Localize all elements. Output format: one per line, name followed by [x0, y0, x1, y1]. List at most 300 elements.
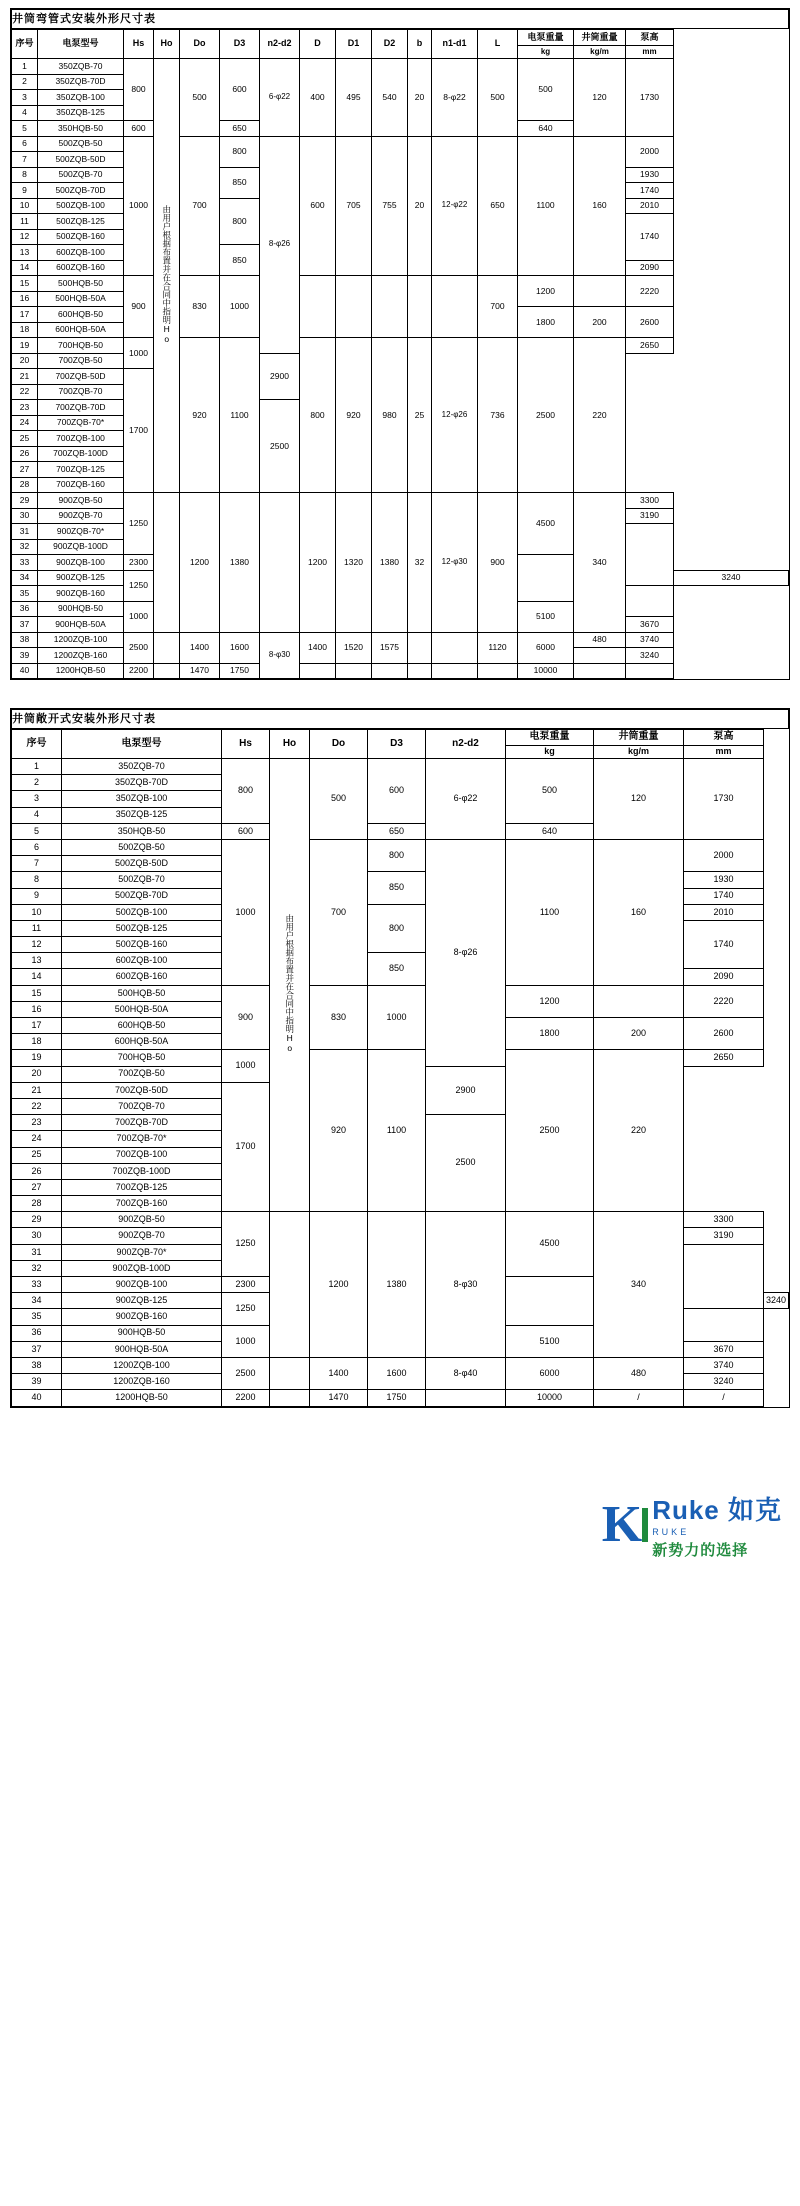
table1-container — [10, 8, 790, 680]
cell-no: 8 — [12, 872, 62, 888]
cell-no: 20 — [12, 353, 38, 369]
cell-no: 24 — [12, 1131, 62, 1147]
table2-header-row — [12, 730, 789, 746]
cell-n1d1: 12-φ22 — [432, 136, 478, 276]
logo-text-block — [652, 1490, 782, 1560]
cell-no: 24 — [12, 415, 38, 431]
cell-no: 3 — [12, 791, 62, 807]
cell-n1d1: 12-φ26 — [432, 338, 478, 493]
cell-n2d2 — [426, 1390, 506, 1406]
unit-pump-weight: kg — [506, 746, 594, 759]
cell-model: 500HQB-50 — [38, 276, 124, 292]
cell-model: 700ZQB-160 — [38, 477, 124, 493]
cell-model: 350ZQB-70D — [62, 775, 222, 791]
cell-hs: 1250 — [222, 1293, 270, 1325]
cell-d — [300, 276, 336, 338]
cell-pump-height: 1740 — [626, 183, 674, 199]
cell-no: 8 — [12, 167, 38, 183]
cell-model: 600ZQB-160 — [62, 969, 222, 985]
cell-no: 6 — [12, 839, 62, 855]
footer — [0, 1408, 800, 1568]
cell-d1: 705 — [336, 136, 372, 276]
cell-d3: 1750 — [220, 663, 260, 679]
cell-hs: 2200 — [222, 1390, 270, 1406]
unit-pump-weight: kg — [518, 46, 574, 59]
table-row — [12, 1050, 789, 1066]
cell-pump-height: 2010 — [626, 198, 674, 214]
cell-pump-height: 2900 — [426, 1066, 506, 1115]
cell-hs: 1000 — [124, 338, 154, 369]
cell-b: 20 — [408, 59, 432, 137]
cell-barrel-weight: / — [594, 1390, 684, 1406]
th-d3: D3 — [220, 30, 260, 59]
cell-model: 500ZQB-70D — [38, 183, 124, 199]
table-row — [12, 1212, 789, 1228]
cell-model: 350ZQB-70 — [38, 59, 124, 75]
table1-title: 井筒弯管式安装外形尺寸表 — [11, 9, 789, 29]
cell-no: 12 — [12, 229, 38, 245]
cell-d3: 1000 — [368, 985, 426, 1050]
cell-d3: 1100 — [368, 1050, 426, 1212]
cell-model: 1200ZQB-160 — [38, 648, 124, 664]
cell-pump-height: 2000 — [626, 136, 674, 167]
cell-model: 700ZQB-70* — [62, 1131, 222, 1147]
cell-no: 11 — [12, 920, 62, 936]
th-pump-weight: 电泵重量 — [506, 730, 594, 746]
cell-pump-height — [626, 524, 674, 586]
cell-do: 700 — [180, 136, 220, 276]
cell-no: 6 — [12, 136, 38, 152]
cell-b: 32 — [408, 493, 432, 633]
cell-no: 12 — [12, 937, 62, 953]
cell-model: 900ZQB-100 — [38, 555, 124, 571]
cell-d3: 850 — [368, 872, 426, 904]
cell-no: 1 — [12, 759, 62, 775]
cell-model: 900HQB-50 — [62, 1325, 222, 1341]
cell-ho — [154, 632, 180, 663]
cell-ho-note: 由用户根据布置并在合同中指明Ho — [154, 59, 180, 493]
th-barrel-weight: 井筒重量 — [594, 730, 684, 746]
cell-pump-weight: 640 — [506, 823, 594, 839]
table2-container — [10, 708, 790, 1408]
cell-barrel-weight: 340 — [574, 493, 626, 633]
cell-pump-weight: 2500 — [518, 338, 574, 493]
cell-model: 700ZQB-100 — [38, 431, 124, 447]
cell-model: 350HQB-50 — [62, 823, 222, 839]
cell-pump-weight: 4500 — [506, 1212, 594, 1277]
cell-pump-height: 2500 — [426, 1115, 506, 1212]
cell-hs: 2200 — [124, 663, 154, 679]
cell-barrel-weight: 340 — [594, 1212, 684, 1358]
cell-do: 700 — [310, 839, 368, 985]
cell-hs: 1700 — [222, 1082, 270, 1212]
th-d: D — [300, 30, 336, 59]
cell-ho — [270, 1212, 310, 1358]
cell-model: 700ZQB-50D — [62, 1082, 222, 1098]
cell-barrel-weight: 160 — [594, 839, 684, 985]
cell-no: 37 — [12, 1341, 62, 1357]
brand-slogan: 新势力的选择 — [652, 1541, 749, 1559]
cell-no: 21 — [12, 1082, 62, 1098]
cell-do: 1200 — [310, 1212, 368, 1358]
cell-pump-weight: 6000 — [518, 632, 574, 663]
cell-model: 1200ZQB-100 — [62, 1357, 222, 1373]
th-n2d2: n2-d2 — [426, 730, 506, 759]
cell-hs: 900 — [124, 276, 154, 338]
cell-n1d1 — [432, 276, 478, 338]
cell-pump-weight: 5100 — [506, 1325, 594, 1357]
cell-no: 25 — [12, 1147, 62, 1163]
table1 — [11, 29, 789, 679]
cell-model: 700ZQB-100D — [38, 446, 124, 462]
table-row — [12, 136, 789, 152]
cell-model: 500ZQB-100 — [62, 904, 222, 920]
cell-l: 650 — [478, 136, 518, 276]
cell-hs: 900 — [222, 985, 270, 1050]
cell-pump-height: / — [684, 1390, 764, 1406]
table-row — [12, 632, 789, 648]
cell-pump-height: 1740 — [684, 888, 764, 904]
cell-model: 900ZQB-70 — [62, 1228, 222, 1244]
cell-d3: 650 — [220, 121, 260, 137]
cell-l: 736 — [478, 338, 518, 493]
cell-d — [300, 663, 336, 679]
cell-model: 700HQB-50 — [38, 338, 124, 354]
cell-n2d2: 8-φ30 — [426, 1212, 506, 1358]
table-row — [12, 276, 789, 292]
cell-no: 18 — [12, 1034, 62, 1050]
cell-no: 30 — [12, 1228, 62, 1244]
cell-model: 900ZQB-160 — [38, 586, 124, 602]
cell-n1d1: 12-φ30 — [432, 493, 478, 633]
cell-model: 350ZQB-70 — [62, 759, 222, 775]
cell-do: 920 — [310, 1050, 368, 1212]
cell-hs: 800 — [124, 59, 154, 121]
unit-pump-height: mm — [626, 46, 674, 59]
logo-green-bar-icon — [642, 1508, 648, 1542]
cell-model: 350ZQB-100 — [38, 90, 124, 106]
cell-no: 1 — [12, 59, 38, 75]
cell-model: 500ZQB-125 — [62, 920, 222, 936]
cell-no: 16 — [12, 1001, 62, 1017]
cell-model: 600ZQB-160 — [38, 260, 124, 276]
cell-d3: 1750 — [368, 1390, 426, 1406]
cell-barrel-weight — [574, 663, 626, 679]
cell-do: 1200 — [180, 493, 220, 633]
cell-hs: 600 — [124, 121, 154, 137]
cell-l: 1120 — [478, 632, 518, 663]
cell-pump-height: 3240 — [674, 570, 789, 586]
cell-b — [408, 276, 432, 338]
cell-no: 14 — [12, 260, 38, 276]
cell-model: 1200HQB-50 — [38, 663, 124, 679]
cell-pump-height: 2650 — [626, 338, 674, 354]
cell-d3: 600 — [368, 759, 426, 824]
cell-d3: 650 — [368, 823, 426, 839]
cell-no: 39 — [12, 1374, 62, 1390]
cell-n2d2: 6-φ22 — [426, 759, 506, 840]
th-no: 序号 — [12, 730, 62, 759]
cell-pump-height: 1930 — [684, 872, 764, 888]
unit-barrel-weight: kg/m — [594, 746, 684, 759]
cell-model: 700ZQB-50D — [38, 369, 124, 385]
cell-no: 26 — [12, 446, 38, 462]
cell-pump-height: 2220 — [626, 276, 674, 307]
cell-d: 1400 — [300, 632, 336, 663]
cell-d3: 800 — [220, 198, 260, 245]
cell-pump-weight: 1100 — [506, 839, 594, 985]
unit-barrel-weight: kg/m — [574, 46, 626, 59]
cell-d1: 920 — [336, 338, 372, 493]
cell-pump-weight: 1800 — [506, 1018, 594, 1050]
cell-n2d2 — [260, 493, 300, 633]
cell-n1d1 — [432, 632, 478, 663]
cell-no: 19 — [12, 1050, 62, 1066]
cell-model: 1200ZQB-100 — [38, 632, 124, 648]
cell-b — [408, 663, 432, 679]
cell-barrel-weight: 120 — [594, 759, 684, 840]
th-n2d2: n2-d2 — [260, 30, 300, 59]
cell-model: 500HQB-50A — [38, 291, 124, 307]
th-b: b — [408, 30, 432, 59]
cell-no: 7 — [12, 152, 38, 168]
th-d2: D2 — [372, 30, 408, 59]
table-row — [12, 759, 789, 775]
cell-no: 21 — [12, 369, 38, 385]
cell-model: 700ZQB-70 — [38, 384, 124, 400]
cell-no: 3 — [12, 90, 38, 106]
cell-model: 350HQB-50 — [38, 121, 124, 137]
cell-hs: 1000 — [222, 1050, 270, 1082]
cell-model: 500ZQB-70D — [62, 888, 222, 904]
cell-no: 36 — [12, 601, 38, 617]
th-pump-height: 泵高 — [626, 30, 674, 46]
cell-no: 37 — [12, 617, 38, 633]
cell-no: 38 — [12, 632, 38, 648]
cell-no: 29 — [12, 1212, 62, 1228]
cell-n2d2: 8-φ26 — [260, 136, 300, 353]
cell-model: 700ZQB-70D — [38, 400, 124, 416]
cell-d2 — [372, 276, 408, 338]
cell-hs: 1250 — [222, 1212, 270, 1277]
cell-d3: 600 — [220, 59, 260, 121]
cell-d3: 800 — [220, 136, 260, 167]
cell-ho — [154, 663, 180, 679]
cell-no: 27 — [12, 1179, 62, 1195]
cell-pump-height: 1740 — [684, 920, 764, 969]
cell-pump-height: 3240 — [626, 648, 674, 664]
cell-pump-height: 1730 — [626, 59, 674, 137]
cell-l: 500 — [478, 59, 518, 137]
cell-barrel-weight: 120 — [574, 59, 626, 137]
cell-pump-height: 2000 — [684, 839, 764, 871]
cell-no: 9 — [12, 888, 62, 904]
th-no: 序号 — [12, 30, 38, 59]
cell-d3: 1600 — [220, 632, 260, 663]
cell-d2: 755 — [372, 136, 408, 276]
cell-model: 500HQB-50A — [62, 1001, 222, 1017]
cell-d3: 1000 — [220, 276, 260, 338]
cell-pump-height — [626, 586, 674, 617]
cell-no: 32 — [12, 539, 38, 555]
cell-model: 700ZQB-160 — [62, 1196, 222, 1212]
cell-pump-weight: 2500 — [506, 1050, 594, 1212]
table-row — [12, 839, 789, 855]
cell-do: 920 — [180, 338, 220, 493]
cell-model: 350ZQB-125 — [38, 105, 124, 121]
cell-hs: 1000 — [124, 601, 154, 632]
cell-hs: 2500 — [124, 632, 154, 663]
cell-n2d2: 8-φ40 — [426, 1357, 506, 1389]
cell-pump-height: 3300 — [626, 493, 674, 509]
cell-pump-height — [684, 1244, 764, 1309]
cell-hs: 2300 — [222, 1277, 270, 1293]
cell-no: 34 — [12, 1293, 62, 1309]
cell-d2: 540 — [372, 59, 408, 137]
cell-d: 400 — [300, 59, 336, 137]
th-do: Do — [180, 30, 220, 59]
cell-no: 15 — [12, 985, 62, 1001]
cell-barrel-weight — [574, 648, 626, 664]
company-logo — [602, 1490, 782, 1560]
cell-pump-height: 3240 — [764, 1293, 789, 1309]
cell-no: 35 — [12, 586, 38, 602]
cell-d2: 980 — [372, 338, 408, 493]
cell-hs: 1000 — [222, 1325, 270, 1357]
cell-model: 350ZQB-125 — [62, 807, 222, 823]
table-row — [12, 985, 789, 1001]
cell-pump-height: 3300 — [684, 1212, 764, 1228]
cell-model: 350ZQB-100 — [62, 791, 222, 807]
cell-no: 2 — [12, 74, 38, 90]
cell-d1 — [336, 276, 372, 338]
document-page — [0, 8, 800, 1568]
cell-pump-height: 3740 — [684, 1357, 764, 1373]
cell-barrel-weight: 200 — [594, 1018, 684, 1050]
cell-model: 1200ZQB-160 — [62, 1374, 222, 1390]
cell-model: 900ZQB-125 — [38, 570, 124, 586]
cell-model: 900ZQB-160 — [62, 1309, 222, 1325]
cell-pump-height: 2500 — [260, 400, 300, 493]
cell-model: 600HQB-50A — [38, 322, 124, 338]
cell-model: 700ZQB-70 — [62, 1098, 222, 1114]
cell-ho-note: 由用户根据布置并在合同中指明Ho — [270, 759, 310, 1212]
cell-pump-height: 3740 — [626, 632, 674, 648]
cell-no: 35 — [12, 1309, 62, 1325]
table-row — [12, 1357, 789, 1373]
cell-no: 32 — [12, 1260, 62, 1276]
cell-pump-weight: 5100 — [518, 601, 574, 632]
cell-model: 500ZQB-160 — [38, 229, 124, 245]
cell-model: 700ZQB-125 — [38, 462, 124, 478]
cell-model: 900ZQB-70* — [62, 1244, 222, 1260]
cell-model: 900ZQB-50 — [38, 493, 124, 509]
table2 — [11, 729, 789, 1407]
cell-do: 1470 — [310, 1390, 368, 1406]
cell-n1d1: 8-φ22 — [432, 59, 478, 137]
cell-no: 20 — [12, 1066, 62, 1082]
cell-pump-height: 3190 — [626, 508, 674, 524]
cell-pump-height — [684, 1309, 764, 1341]
cell-pump-weight: 4500 — [518, 493, 574, 555]
cell-pump-height: 2220 — [684, 985, 764, 1017]
cell-barrel-weight — [594, 985, 684, 1017]
cell-hs: 1700 — [124, 369, 154, 493]
cell-no: 23 — [12, 400, 38, 416]
cell-pump-height: 3240 — [684, 1374, 764, 1390]
logo-k-icon: K — [601, 1495, 643, 1553]
cell-no: 33 — [12, 1277, 62, 1293]
cell-model: 900ZQB-50 — [62, 1212, 222, 1228]
cell-pump-weight — [518, 555, 574, 602]
cell-model: 600ZQB-100 — [38, 245, 124, 261]
cell-d2: 1380 — [372, 493, 408, 633]
th-pump-height: 泵高 — [684, 730, 764, 746]
th-hs: Hs — [222, 730, 270, 759]
cell-no: 11 — [12, 214, 38, 230]
cell-no: 26 — [12, 1163, 62, 1179]
cell-b: 20 — [408, 136, 432, 276]
cell-no: 40 — [12, 1390, 62, 1406]
cell-model: 900HQB-50A — [38, 617, 124, 633]
th-pump-weight: 电泵重量 — [518, 30, 574, 46]
cell-model: 500ZQB-50 — [38, 136, 124, 152]
cell-hs: 1250 — [124, 570, 154, 601]
cell-barrel-weight — [574, 276, 626, 307]
cell-l — [478, 663, 518, 679]
cell-model: 700ZQB-100D — [62, 1163, 222, 1179]
cell-model: 900ZQB-70 — [38, 508, 124, 524]
cell-d1: 495 — [336, 59, 372, 137]
cell-model: 700ZQB-50 — [38, 353, 124, 369]
cell-no: 4 — [12, 105, 38, 121]
cell-d2: 1575 — [372, 632, 408, 663]
cell-hs: 600 — [222, 823, 270, 839]
cell-pump-height — [626, 663, 674, 679]
cell-pump-height: 1730 — [684, 759, 764, 840]
cell-pump-weight: 1800 — [518, 307, 574, 338]
table-row — [12, 493, 789, 509]
cell-pump-weight: 640 — [518, 121, 574, 137]
cell-do: 830 — [180, 276, 220, 338]
cell-pump-weight: 10000 — [506, 1390, 594, 1406]
cell-no: 28 — [12, 477, 38, 493]
cell-model: 900ZQB-100D — [62, 1260, 222, 1276]
cell-d: 1200 — [300, 493, 336, 633]
th-do: Do — [310, 730, 368, 759]
th-l: L — [478, 30, 518, 59]
th-ho: Ho — [270, 730, 310, 759]
brand-name-en: RUKE — [652, 1526, 690, 1537]
cell-pump-height: 2600 — [684, 1018, 764, 1050]
cell-no: 39 — [12, 648, 38, 664]
th-ho: Ho — [154, 30, 180, 59]
cell-pump-height: 3670 — [684, 1341, 764, 1357]
cell-no: 40 — [12, 663, 38, 679]
cell-hs: 1000 — [124, 136, 154, 276]
cell-no: 5 — [12, 823, 62, 839]
cell-barrel-weight: 220 — [594, 1050, 684, 1212]
cell-d3: 850 — [220, 167, 260, 198]
cell-d: 600 — [300, 136, 336, 276]
cell-no: 13 — [12, 953, 62, 969]
cell-model: 700HQB-50 — [62, 1050, 222, 1066]
cell-model: 900HQB-50 — [38, 601, 124, 617]
cell-n2d2: 8-φ26 — [426, 839, 506, 1066]
cell-no: 17 — [12, 1018, 62, 1034]
table-row — [12, 59, 789, 75]
cell-model: 1200HQB-50 — [62, 1390, 222, 1406]
